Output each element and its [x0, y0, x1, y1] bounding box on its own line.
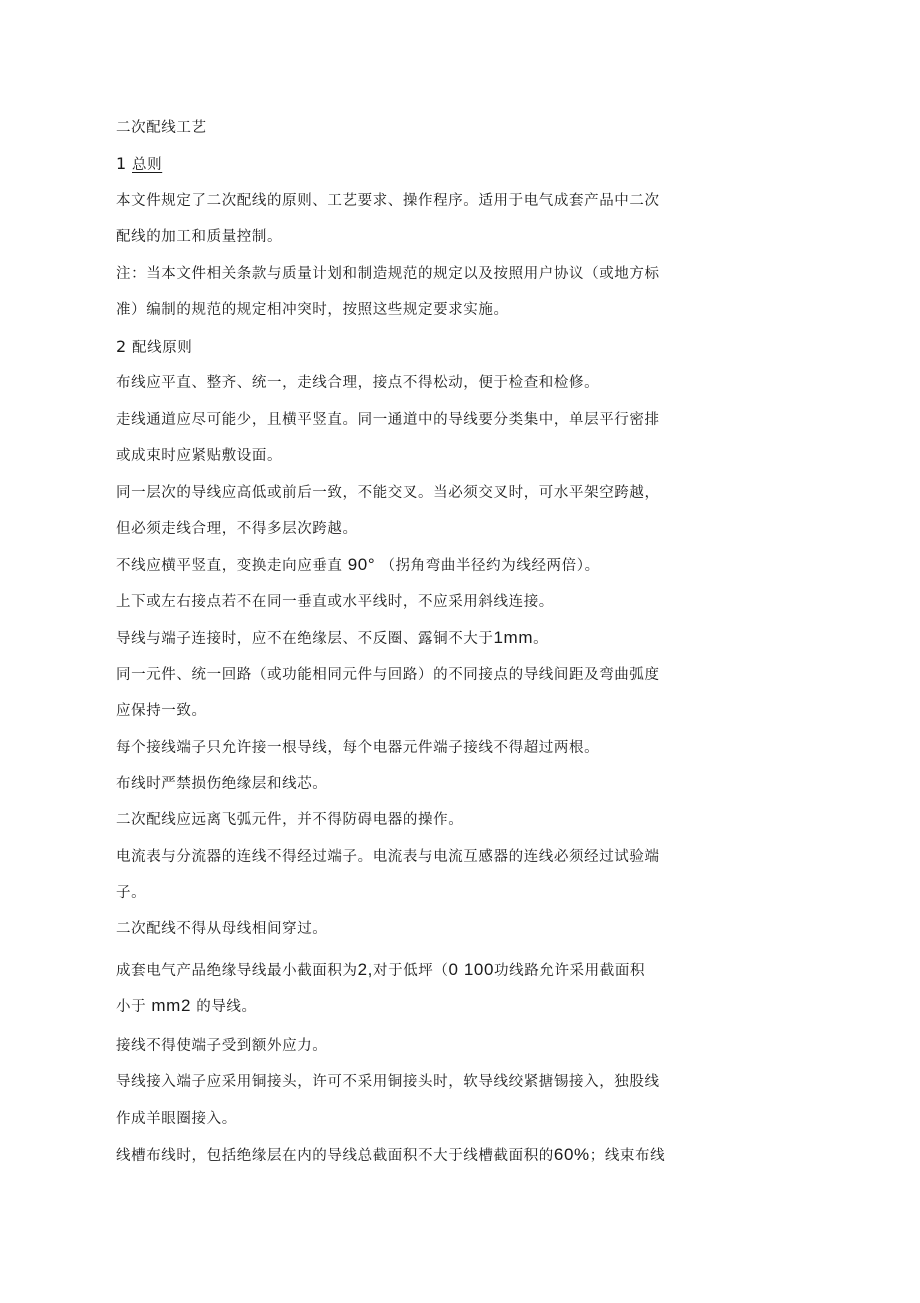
rule-line: [116, 628, 548, 649]
angle-value: 90°: [347, 555, 376, 574]
section-1-title: 总则: [132, 157, 163, 173]
section-2-number: 2: [116, 337, 127, 356]
rule-line: 走线通道应尽可能少，且横平竖直。同一通道中的导线要分类集中，单层平行密排: [116, 412, 660, 428]
rule-line: [116, 960, 645, 981]
section-1-number: 1: [116, 154, 127, 173]
rule-line: 或成束时应紧贴敷设面。: [116, 448, 283, 464]
rule-line: 上下或左右接点若不在同一垂直或水平线时，不应采用斜线连接。: [116, 594, 554, 610]
note-line: 注：当本文件相关条款与质量计划和制造规范的规定以及按照用户协议（或地方标: [116, 266, 660, 282]
rule-text: （拐角弯曲半径约为线经两倍）。: [380, 558, 600, 574]
paragraph-line: 本文件规定了二次配线的原则、工艺要求、操作程序。适用于电气成套产品中二次: [116, 193, 660, 209]
rule-line: 二次配线不得从母线相间穿过。: [116, 921, 328, 937]
rule-text: 导线与端子连接时，应不在绝缘层、不反圈、露铜不大于: [116, 631, 494, 647]
voltage-value: 0 100: [448, 960, 495, 979]
rule-line: 布线时严禁损伤绝缘层和线芯。: [116, 776, 328, 792]
length-value: 1mm: [493, 628, 534, 647]
rule-line: 子。: [116, 885, 147, 901]
rule-text: 不线应横平竖直，变换走向应垂直: [116, 558, 343, 574]
unit-value: mm2: [151, 996, 191, 1015]
rule-text: 的导线。: [196, 999, 257, 1015]
rule-text: ；线束布线: [589, 1148, 666, 1164]
rule-line: 同一元件、统一回路（或功能相同元件与回路）的不同接点的导线间距及弯曲弧度: [116, 667, 660, 683]
rule-line: 电流表与分流器的连线不得经过端子。电流表与电流互感器的连线必须经过试验端: [116, 849, 660, 865]
rule-line: 作成羊眼圈接入。: [116, 1111, 237, 1127]
rule-text: 对于低坪（: [373, 963, 449, 979]
rule-line: 布线应平直、整齐、统一，走线合理，接点不得松动，便于检查和检修。: [116, 375, 600, 391]
rule-line: 同一层次的导线应高低或前后一致，不能交叉。当必须交叉时，可水平架空跨越，: [116, 485, 660, 501]
rule-text: 成套电气产品绝缘导线最小截面积为: [116, 963, 358, 979]
rule-line: 但必须走线合理，不得多层次跨越。: [116, 521, 358, 537]
rule-line: 接线不得使端子受到额外应力。: [116, 1038, 328, 1054]
rule-line: 每个接线端子只允许接一根导线，每个电器元件端子接线不得超过两根。: [116, 740, 600, 756]
note-line: 准）编制的规范的规定相冲突时，按照这些规定要求实施。: [116, 302, 509, 318]
rule-text: 小于: [116, 999, 147, 1015]
rule-text: 功线路允许采用截面积: [494, 963, 646, 979]
rule-line: 导线接入端子应采用铜接头，许可不采用铜接头时，软导线绞紧搪锡接入，独股线: [116, 1074, 660, 1090]
document-title: 二次配线工艺: [116, 120, 207, 136]
section-1-heading: [116, 154, 162, 175]
rule-line: [116, 555, 600, 576]
rule-line: [116, 996, 257, 1017]
rule-text: 。: [533, 631, 549, 647]
rule-line: [116, 1145, 665, 1166]
rule-line: 二次配线应远离飞弧元件，并不得防碍电器的操作。: [116, 812, 464, 828]
area-value: 2,: [357, 960, 373, 979]
rule-text: 线槽布线时，包括绝缘层在内的导线总截面积不大于线槽截面积的: [116, 1148, 554, 1164]
rule-line: 应保持一致。: [116, 703, 207, 719]
section-2-title: 配线原则: [132, 340, 193, 356]
percent-value: 60%: [553, 1145, 590, 1164]
section-2-heading: [116, 337, 192, 358]
paragraph-line: 配线的加工和质量控制。: [116, 229, 283, 245]
